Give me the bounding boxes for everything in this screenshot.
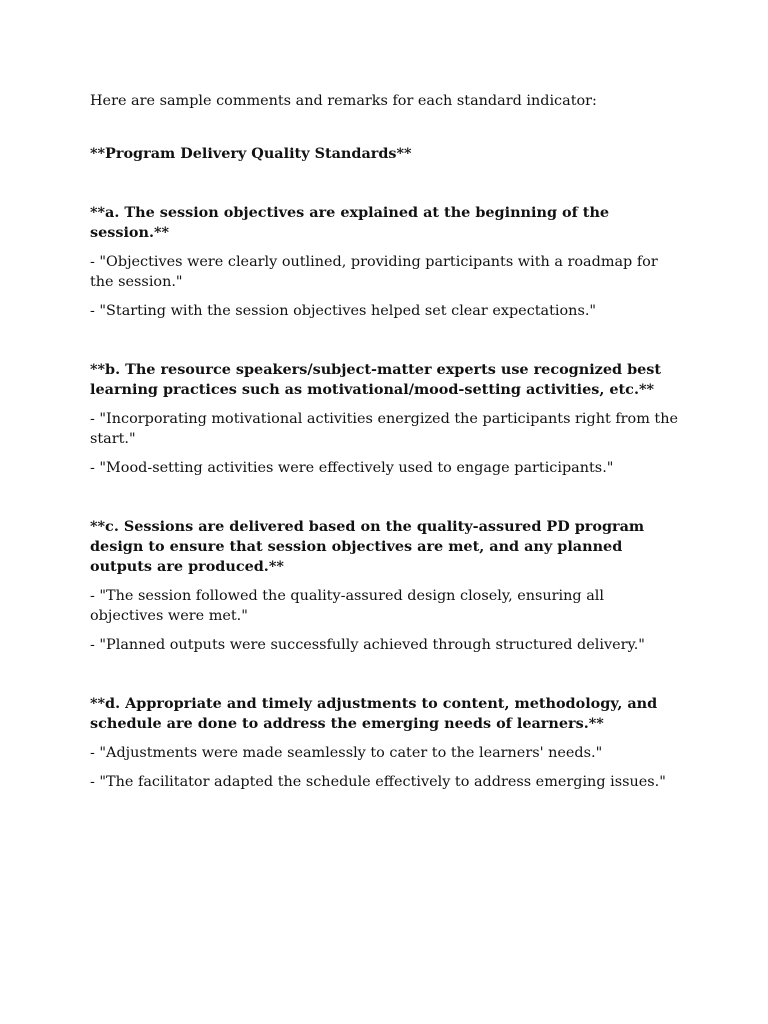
indicator-d: [90, 694, 678, 792]
comment-item: - "The facilitator adapted the schedule effectively to address emerging issues.": [90, 774, 666, 790]
comment-item: - "The session followed the quality-assured design closely, ensuring all objectives were met.": [90, 588, 604, 624]
indicator-b: [90, 360, 678, 478]
intro-text: Here are sample comments and remarks for each standard indicator:: [90, 93, 597, 109]
comment-item: - "Objectives were clearly outlined, providing participants with a roadmap for the session.": [90, 254, 658, 290]
comment-item: - "Incorporating motivational activities energized the participants right from the start.": [90, 411, 678, 447]
indicator-heading: **c. Sessions are delivered based on the quality-assured PD program design to ensure that session objectives are met, and any planned outputs are produced.**: [90, 518, 645, 575]
comment-item: - "Starting with the session objectives helped set clear expectations.": [90, 303, 597, 319]
indicator-heading: **b. The resource speakers/subject-matter experts use recognized best learning practices such as motivational/mood-setting activities, etc.**: [90, 361, 662, 398]
indicator-a: [90, 203, 678, 321]
comment-item: - "Adjustments were made seamlessly to cater to the learners' needs.": [90, 745, 603, 761]
comment-item: - "Mood-setting activities were effectively used to engage participants.": [90, 460, 614, 476]
section-title: **Program Delivery Quality Standards**: [90, 145, 412, 162]
indicator-heading: **a. The session objectives are explained at the beginning of the session.**: [90, 204, 610, 241]
comment-item: - "Planned outputs were successfully achieved through structured delivery.": [90, 637, 645, 653]
indicator-c: [90, 517, 678, 655]
indicator-heading: **d. Appropriate and timely adjustments to content, methodology, and schedule are done to address the emerging needs of learners.**: [90, 695, 658, 732]
